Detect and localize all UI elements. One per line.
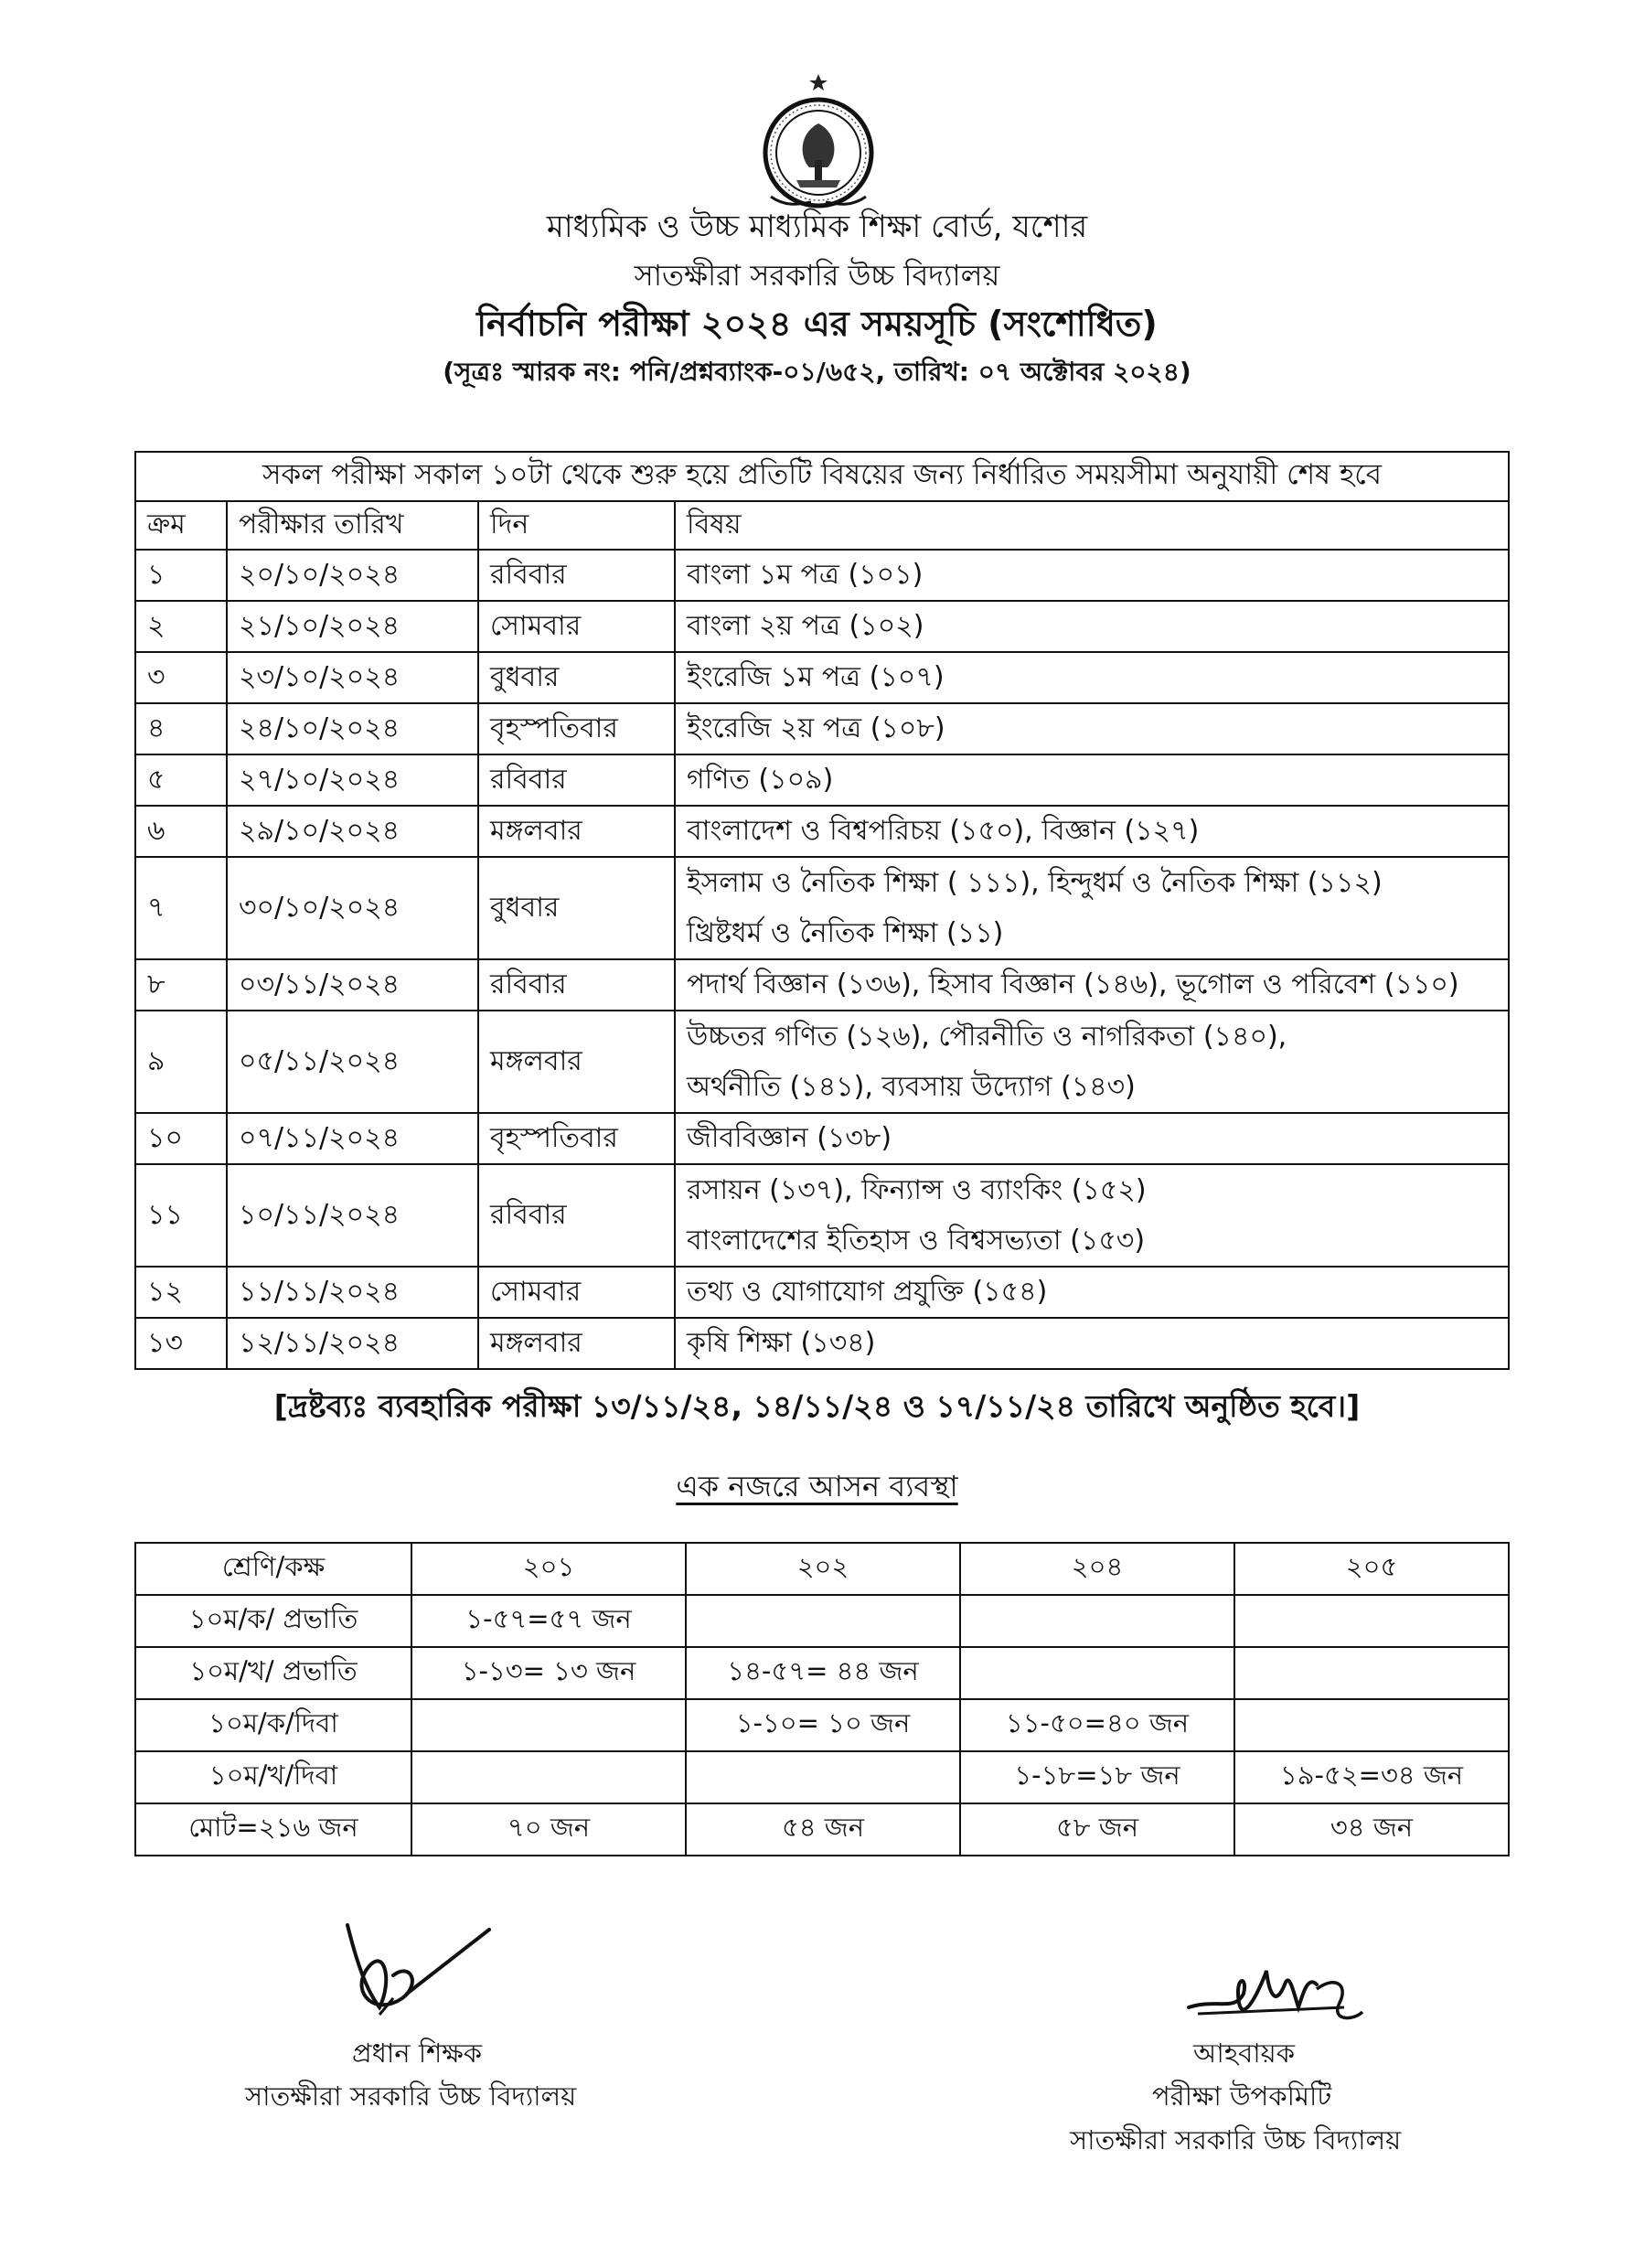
seating-row [135,1595,1509,1647]
seating-header-row [135,1543,1509,1595]
schedule-day: বৃহস্পতিবার [478,1113,675,1164]
schedule-date: ৩০/১০/২০২৪ [227,857,478,959]
subject-line: গণিত (১০৯) [687,763,834,796]
subject-line: বাংলাদেশ ও বিশ্বপরিচয় (১৫০), বিজ্ঞান (১২৭) [687,814,1200,847]
seating-cell [1234,1647,1509,1699]
schedule-date: ২৩/১০/২০২৪ [227,652,478,703]
schedule-row [135,857,1509,959]
subject-line: খ্রিষ্টধর্ম ও নৈতিক শিক্ষা (১১) [687,917,1004,949]
schedule-serial: ১১ [135,1164,227,1267]
seating-cell [411,1699,686,1751]
seating-row [135,1647,1509,1699]
schedule-subject [675,1011,1509,1113]
subject-line: ইসলাম ও নৈতিক শিক্ষা ( ১১১), হিন্দুধর্ম ও নৈতিক শিক্ষা (১১২) [687,867,1383,899]
seating-class-label: ১০ম/ক/ প্রভাতি [135,1595,411,1647]
schedule-serial: ৫ [135,754,227,806]
schedule-serial: ১২ [135,1267,227,1318]
schedule-subject [675,550,1509,601]
schedule-serial: ৩ [135,652,227,703]
schedule-header-row [135,501,1509,550]
subject-line: বাংলাদেশের ইতিহাস ও বিশ্বসভ্যতা (১৫৩) [687,1225,1146,1257]
schedule-day: রবিবার [478,550,675,601]
column-header: পরীক্ষার তারিখ [227,501,478,550]
seating-class-label: ১০ম/ক/দিবা [135,1699,411,1751]
seating-cell: ১১-৫০=৪০ জন [960,1699,1234,1751]
schedule-serial: ৯ [135,1011,227,1113]
schedule-serial: ১৩ [135,1318,227,1369]
headmaster-school: সাতক্ষীরা সরকারি উচ্চ বিদ্যালয় [245,2081,577,2112]
subject-line: বাংলা ২য় পত্র (১০২) [687,609,924,642]
subject-line: জীববিজ্ঞান (১৩৮) [687,1121,892,1154]
schedule-subject [675,857,1509,959]
subject-line: কৃষি শিক্ষা (১৩৪) [687,1326,876,1359]
schedule-date: ০৩/১১/২০২৪ [227,959,478,1011]
subject-line: তথ্য ও যোগাযোগ প্রযুক্তি (১৫৪) [687,1275,1048,1308]
column-header: ২০১ [411,1543,686,1595]
schedule-date: ০৫/১১/২০২৪ [227,1011,478,1113]
schedule-subject [675,1113,1509,1164]
schedule-subject [675,1318,1509,1369]
schedule-date: ২৪/১০/২০২৪ [227,703,478,754]
column-header: শ্রেণি/কক্ষ [135,1543,411,1595]
exam-subcommittee: পরীক্ষা উপকমিটি [1152,2081,1332,2112]
schedule-day: মঙ্গলবার [478,1011,675,1113]
column-header: ২০৪ [960,1543,1234,1595]
convener-school: সাতক্ষীরা সরকারি উচ্চ বিদ্যালয় [1070,2124,1402,2156]
seating-class-label: ১০ম/খ/ প্রভাতি [135,1647,411,1699]
seating-cell [960,1595,1234,1647]
seating-row [135,1751,1509,1803]
schedule-row [135,1164,1509,1267]
subject-line: বাংলা ১ম পত্র (১০১) [687,558,924,591]
headmaster-signature [329,1907,503,2035]
schedule-row [135,703,1509,754]
schedule-day: রবিবার [478,959,675,1011]
schedule-serial: ২ [135,601,227,652]
convener-signature [1180,1957,1372,2039]
schedule-date: ০৭/১১/২০২৪ [227,1113,478,1164]
schedule-serial: ৭ [135,857,227,959]
column-header: ক্রম [135,501,227,550]
subject-line: পদার্থ বিজ্ঞান (১৩৬), হিসাব বিজ্ঞান (১৪৬), ভূগোল ও পরিবেশ (১১০) [687,968,1459,1000]
seating-cell: ১৪-৫৭= ৪৪ জন [686,1647,960,1699]
subject-line: রসায়ন (১৩৭), ফিন্যান্স ও ব্যাংকিং (১৫২) [687,1174,1147,1206]
schedule-subject [675,754,1509,806]
schedule-row [135,754,1509,806]
schedule-subject [675,1164,1509,1267]
column-header: ২০২ [686,1543,960,1595]
subject-line: উচ্চতর গণিত (১২৬), পৌরনীতি ও নাগরিকতা (১৪০), [687,1021,1287,1053]
subject-line: ইংরেজি ২য় পত্র (১০৮) [687,711,945,744]
schedule-serial: ৪ [135,703,227,754]
seating-cell: ৫৮ জন [960,1803,1234,1856]
seating-class-label: মোট=২১৬ জন [135,1803,411,1856]
schedule-subject [675,806,1509,857]
schedule-row [135,1113,1509,1164]
schedule-day: রবিবার [478,754,675,806]
schedule-subject [675,1267,1509,1318]
schedule-date: ১২/১১/২০২৪ [227,1318,478,1369]
schedule-row [135,1011,1509,1113]
seating-cell: ৭০ জন [411,1803,686,1856]
reference-line: (সূত্রঃ স্মারক নং: পনি/প্রশ্নব্যাংক-০১/৬৫২, তারিখ: ০৭ অক্টোবর ২০২৪) [443,357,1191,387]
schedule-day: বৃহস্পতিবার [478,703,675,754]
schedule-subject [675,703,1509,754]
schedule-row [135,959,1509,1011]
schedule-serial: ১০ [135,1113,227,1164]
school-name: সাতক্ষীরা সরকারি উচ্চ বিদ্যালয় [634,258,1000,293]
schedule-date: ২৭/১০/২০২৪ [227,754,478,806]
schedule-serial: ১ [135,550,227,601]
schedule-row [135,601,1509,652]
board-name: মাধ্যমিক ও উচ্চ মাধ্যমিক শিক্ষা বোর্ড, যশোর [546,209,1088,245]
seating-cell: ১-১০= ১০ জন [686,1699,960,1751]
seating-plan-table [134,1542,1510,1856]
schedule-row [135,550,1509,601]
schedule-row [135,1318,1509,1369]
subject-line: ইংরেজি ১ম পত্র (১০৭) [687,660,945,693]
schedule-subject [675,601,1509,652]
seating-cell: ১-১৮=১৮ জন [960,1751,1234,1803]
headmaster-title: প্রধান শিক্ষক [352,2038,483,2069]
seating-row [135,1699,1509,1751]
seating-row [135,1803,1509,1856]
schedule-row [135,806,1509,857]
seating-cell [1234,1595,1509,1647]
schedule-subject [675,959,1509,1011]
schedule-serial: ৮ [135,959,227,1011]
seating-plan-title: এক নজরে আসন ব্যবস্থা [676,1469,958,1503]
schedule-date: ১১/১১/২০২৪ [227,1267,478,1318]
schedule-row [135,1267,1509,1318]
convener-title: আহবায়ক [1193,2038,1295,2069]
schedule-day: বুধবার [478,652,675,703]
column-header: বিষয় [675,501,1509,550]
board-seal-icon [745,69,892,215]
seating-class-label: ১০ম/খ/দিবা [135,1751,411,1803]
seating-cell: ৫৪ জন [686,1803,960,1856]
schedule-date: ২০/১০/২০২৪ [227,550,478,601]
schedule-day: সোমবার [478,601,675,652]
schedule-date: ১০/১১/২০২৪ [227,1164,478,1267]
seating-cell [960,1647,1234,1699]
schedule-serial: ৬ [135,806,227,857]
schedule-date: ২৯/১০/২০২৪ [227,806,478,857]
schedule-day: মঙ্গলবার [478,806,675,857]
seating-cell: ১-৫৭=৫৭ জন [411,1595,686,1647]
seating-cell: ১-১৩= ১৩ জন [411,1647,686,1699]
document-title: নির্বাচনি পরীক্ষা ২০২৪ এর সময়সূচি (সংশোধিত) [476,304,1158,344]
schedule-notice: সকল পরীক্ষা সকাল ১০টা থেকে শুরু হয়ে প্রতিটি বিষয়ের জন্য নির্ধারিত সময়সীমা অনুযায়ী শেষ হবে [135,452,1509,501]
schedule-subject [675,652,1509,703]
practical-exam-note: [দ্রষ্টব্যঃ ব্যবহারিক পরীক্ষা ১৩/১১/২৪, ১৪/১১/২৪ ও ১৭/১১/২৪ তারিখে অনুষ্ঠিত হবে।] [273,1388,1361,1424]
column-header: ২০৫ [1234,1543,1509,1595]
column-header: দিন [478,501,675,550]
schedule-day: সোমবার [478,1267,675,1318]
schedule-day: বুধবার [478,857,675,959]
schedule-date: ২১/১০/২০২৪ [227,601,478,652]
seating-cell: ৩৪ জন [1234,1803,1509,1856]
seating-cell [411,1751,686,1803]
schedule-day: রবিবার [478,1164,675,1267]
schedule-day: মঙ্গলবার [478,1318,675,1369]
seating-cell [686,1595,960,1647]
schedule-row [135,652,1509,703]
schedule-notice-row [135,452,1509,501]
seating-cell [1234,1699,1509,1751]
exam-schedule-table [134,451,1510,1370]
seating-cell [686,1751,960,1803]
subject-line: অর্থনীতি (১৪১), ব্যবসায় উদ্যোগ (১৪৩) [687,1071,1136,1103]
seating-cell: ১৯-৫২=৩৪ জন [1234,1751,1509,1803]
